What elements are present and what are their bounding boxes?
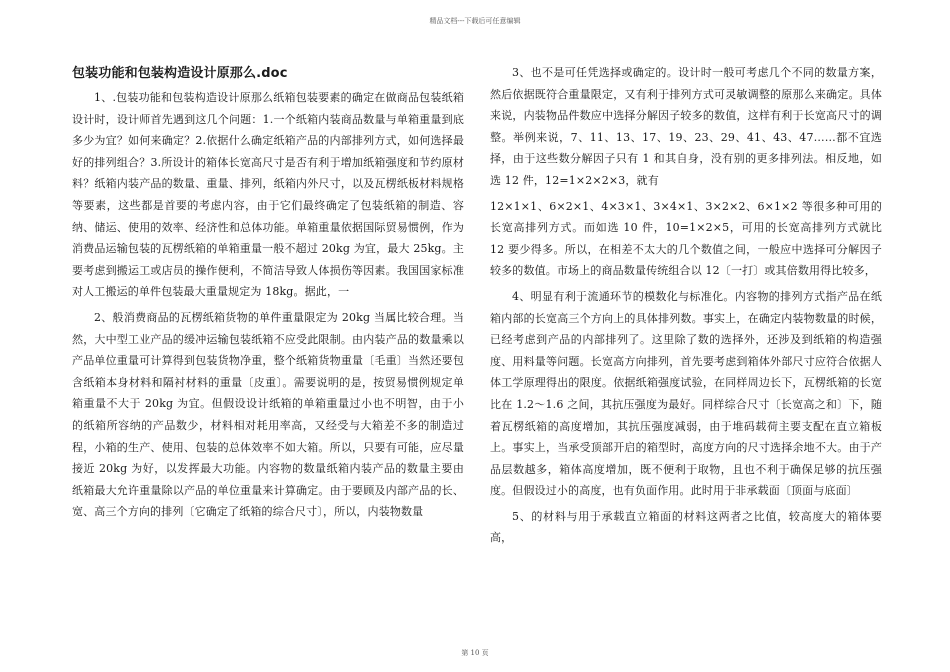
page-header: 精品文档---下载后可任意编辑 bbox=[429, 17, 521, 25]
right-column bbox=[490, 62, 882, 553]
paragraph-2: 2、般消费商品的瓦楞纸箱货物的单件重量限定为 20kg 当属比较合理。当然，大中型工业产品的缓冲运输包装纸箱不应受此限制。由内装产品的数量乘以产品单位重量可计算得到包装货物净重，整个纸箱货物重量〔毛重〕当然还要包含纸箱本身材料和隔衬材料的重量〔皮重〕。需要说明的是，按贸易惯例规定单箱重量不大于 20kg 为宜。但假设设计纸箱的单箱重量过小也不明智，由于小的纸箱所容纳的产品数少，材料相对耗用率高，又经受与大箱差不多的制造过程，小箱的生产、使用、包装的总体效率不如大箱。所以，只要有可能，应尽量接近 20kg 为好，以发挥最大功能。内容物的数量纸箱内装产品的数量主要由纸箱最大允许重量除以产品的单位重量来计算确定。由于要顾及内部产品的长、宽、高三个方向的排列〔它确定了纸箱的综合尺寸〕，所以，内装物数量 bbox=[72, 310, 464, 519]
left-column bbox=[72, 62, 464, 527]
paragraph-4: 4、明显有利于流通环节的模数化与标准化。内容物的排列方式指产品在纸箱内部的长宽高三个方向上的具体排列数。事实上，在确定内装物数量的时候，已经考虑到产品的内部排列了。这里除了数的选择外，还涉及到纸箱的构造强度、用料量等问题。长宽高方向排列，首先要考虑到箱体外部尺寸应符合依据人体工学原理得出的限度。依据纸箱强度试验，在同样周边长下，瓦楞纸箱的长宽比在 1.2～1.6 之间，其抗压强度为最好。同样综合尺寸〔长宽高之和〕下，随着瓦楞纸箱的高度增加，其抗压强度减弱，由于堆码载荷主要支配在直立箱板上。事实上，当承受顶部开启的箱型时，高度方向的尺寸选择余地不大。由于产品层数越多，箱体高度增加，既不便利于取物，且也不利于确保足够的抗压强度。但假设过小的高度，也有负面作用。此时用于非承载面〔顶面与底面〕 bbox=[490, 289, 882, 498]
document-title: 包装功能和包装构造设计原那么.doc bbox=[72, 66, 288, 81]
paragraph-3-continued: 12×1×1、6×2×1、4×3×1、3×4×1、3×2×2、6×1×2 等很多种可用的长宽高排列方式。而如选 10 件，10=1×2×5，可用的长宽高排列方式就比 12 要少得多。所以，在相差不太大的几个数值之间，一般应中选择可分解因子较多的数值。市场上的商品数量传统组合以 12〔一打〕或其倍数用得比较多， bbox=[490, 199, 882, 278]
paragraph-5: 5、的材料与用于承载直立箱面的材料这两者之比值，较高度大的箱体要高， bbox=[490, 509, 882, 545]
paragraph-1: 1、.包装功能和包装构造设计原那么纸箱包装要素的确定在做商品包装纸箱设计时，设计师首先遇到这几个问题：1.一个纸箱内装商品数量与单箱重量到底多少为宜？如何来确定？2.依据什么确定纸箱产品的内部排列方式，如何选择最好的排列组合？3.所设计的箱体长宽高尺寸是否有利于增加纸箱强度和节约原材料？纸箱内装产品的数量、重量、排列，纸箱内外尺寸，以及瓦楞纸板材料规格等要素，这些都是首要的考虑内容，由于它们最终确定了包装纸箱的制造、容纳、储运、使用的效率、经济性和总体功能。单箱重量依据国际贸易惯例，作为消费品运输包装的瓦楞纸箱的单箱重量一般不超过 20kg 为宜，最大 25kg。主要考虑到搬运工或店员的操作便利，不简洁导致人体损伤等因素。我国国家标准对人工搬运的单件包装最大重量规定为 18kg。据此，一 bbox=[72, 91, 464, 299]
page-number: 第 10 页 bbox=[461, 649, 489, 657]
paragraph-3: 3、也不是可任凭选择或确定的。设计时一般可考虑几个不同的数量方案，然后依据既符合重量限定，又有利于排列方式可灵敏调整的原那么来确定。具体来说，内装物品件数应中选择分解因子较多的数值，这样有利于长宽高尺寸的调整。举例来说，7、11、13、17、19、23、29、41、43、47……都不宜选择，由于这些数分解因子只有 1 和其自身，没有别的更多排列法。相反地，如选 12 件，12=1×2×2×3，就有 bbox=[490, 66, 882, 187]
